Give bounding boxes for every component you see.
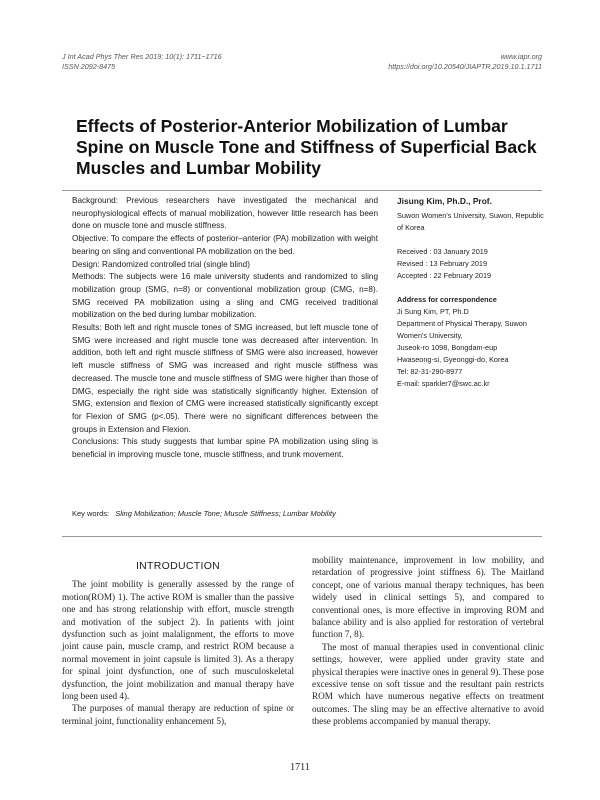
correspondence-name: Ji Sung Kim, PT, Ph.D bbox=[397, 307, 469, 316]
abstract-methods: Methods: The subjects were 16 male university students and randomized to sling mobilization group (SMG, n=8) or conventional mobilization group (CMG, n=8). SMG received PA mobilization using a sling and CMG received traditional mobilization on the bed during lumbar mobilization. bbox=[72, 272, 378, 320]
abstract-background: Background: Previous researchers have investigated the mechanical and neurophysiological effects of manual mobilization, however little research has been done on muscle tone and muscle stiffness. bbox=[72, 196, 378, 231]
author-affiliation: Suwon Women's University, Suwon, Republic of Korea bbox=[397, 211, 544, 232]
body-column-left bbox=[62, 560, 294, 727]
abstract bbox=[72, 195, 378, 462]
article-title: Effects of Posterior-Anterior Mobilization of Lumbar Spine on Muscle Tone and Stiffness of Superficial Back Muscles and Lumbar Mobility bbox=[76, 116, 537, 178]
keywords-value: Sling Mobilization; Muscle Tone; Muscle Stiffness; Lumbar Mobility bbox=[115, 509, 336, 518]
issn: ISSN 2092-8475 bbox=[62, 62, 116, 71]
correspondence-tel: Tel: 82-31-290-8977 bbox=[397, 367, 463, 376]
correspondence-address-1: Juseok-ro 1098, Bongdam-eup bbox=[397, 343, 498, 352]
section-heading-introduction: INTRODUCTION bbox=[135, 560, 221, 572]
revised-date: Revised : 13 February 2019 bbox=[397, 259, 488, 268]
intro-paragraph-1: The joint mobility is generally assessed by the range of motion(ROM) 1). The active ROM is smaller than the passive one and has strong relationship with effort, muscle strength and motivation of the subject 2). In patients with joint dysfunction such as joint malalignment, the efforts to move joint cause pain, muscle cramp, and restrict ROM because a normal movement in joint capsule is limited 3). As a therapy for spinal joint dysfunction, one of such musculoskeletal dysfunction, the joint mobilization and manual therapy have long been used 4). bbox=[62, 579, 294, 702]
abstract-results: Results: Both left and right muscle tones of SMG increased, but left muscle tone of SMG were increased and right muscle tone was decreased after intervention. In addition, both left and right muscle stiffness of SMG were also increased, however left muscle stiffness of SMG was increased and right muscle stiffness was decreased. The muscle tone and muscle stiffness of SMG were higher than those of DMG, especially the right side was statistically significantly higher. Extension of SMG, extension and flexion of CMG were increased statistically significantly except for Flexion of SMG (p<.05). There were no significant differences between the groups in Extension and Flexion. bbox=[72, 323, 378, 434]
correspondence bbox=[397, 294, 547, 390]
author-sidebar bbox=[397, 195, 547, 390]
correspondence-heading: Address for correspondence bbox=[397, 295, 497, 304]
intro-paragraph-2-continued: mobility maintenance, improvement in low mobility, and retardation of progressive joint stiffness 6). The Maitland concept, one of various manual therapy techniques, has been widely used in clinical settings 5), and compared to conventional ones, is more effective in improving ROM and balance ability and is also applied for restoration of vertebral function 7, 8). bbox=[312, 555, 544, 640]
author-name: Jisung Kim, Ph.D., Prof. bbox=[397, 196, 492, 206]
accepted-date: Accepted : 22 February 2019 bbox=[397, 271, 492, 280]
article-dates bbox=[397, 246, 547, 282]
journal-citation-block bbox=[62, 52, 222, 72]
received-date: Received : 03 January 2019 bbox=[397, 247, 488, 256]
keywords-label: Key words: bbox=[72, 509, 110, 518]
intro-paragraph-2: The purposes of manual therapy are reduction of spine or terminal joint, functionality enhancement 5), bbox=[62, 703, 294, 726]
intro-paragraph-3: The most of manual therapies used in conventional clinic settings, however, were applied under gravity state and physical therapies were inactive ones in general 9). These pose excessive tense on soft tissue and the resultant pain restricts ROM which have numerous negative effects on treatment outcomes. The sling may be an effective alternative to avoid these problems accompanied by manual therapy. bbox=[312, 641, 544, 727]
correspondence-address-2: Hwaseong-si, Gyeonggi-do, Korea bbox=[397, 355, 509, 364]
body-column-right bbox=[312, 554, 544, 728]
journal-link-block bbox=[388, 52, 542, 72]
abstract-design: Design: Randomized controlled trial (single blind) bbox=[72, 259, 250, 269]
abstract-objective: Objective: To compare the effects of posterior–anterior (PA) mobilization with weight bearing on sling and conventional PA mobilization on the bed. bbox=[72, 234, 378, 256]
correspondence-email[interactable]: E-mail: sparkler7@swc.ac.kr bbox=[397, 379, 490, 388]
correspondence-department: Department of Physical Therapy, Suwon Women's University, bbox=[397, 319, 527, 340]
website-link[interactable]: www.iapr.org bbox=[500, 52, 542, 61]
abstract-conclusions: Conclusions: This study suggests that lumbar spine PA mobilization using sling is beneficial in improving muscle tone, muscle stiffness, and trunk movement. bbox=[72, 437, 378, 460]
keywords bbox=[72, 509, 336, 518]
page-number: 1711 bbox=[290, 762, 310, 773]
doi-link[interactable]: https://doi.org/10.20540/JIAPTR.2019.10.1.1711 bbox=[388, 62, 542, 71]
journal-citation: J Int Acad Phys Ther Res 2019; 10(1): 1711~1716 bbox=[62, 52, 222, 61]
